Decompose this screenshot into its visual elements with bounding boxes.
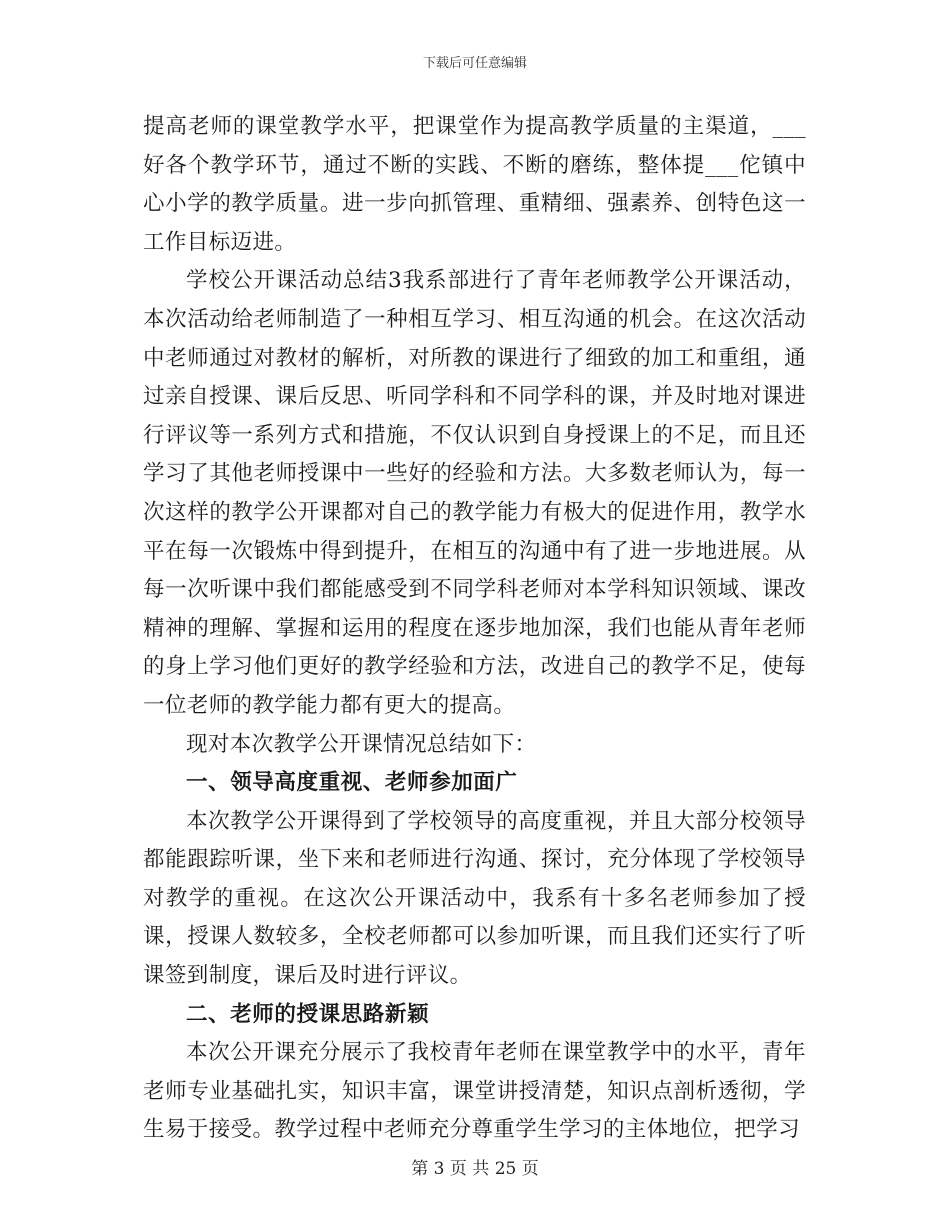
document-body [143, 108, 806, 1150]
paragraph-section-2: 本次公开课充分展示了我校青年老师在课堂教学中的水平，青年老师专业基础扎实，知识丰富，课堂讲授清楚，知识点剖析透彻，学生易于接受。教学过程中老师充分尊重学生学习的主体地位，把学习 [143, 1040, 806, 1143]
paragraph-summary-intro: 学校公开课活动总结3我系部进行了青年老师教学公开课活动，本次活动给老师制造了一种相互学习、相互沟通的机会。在这次活动中老师通过对教材的解析，对所教的课进行了细致的加工和重组，通过亲自授课、课后反思、听同学科和不同学科的课，并及时地对课进行评议等一系列方式和措施，不仅认识到自身授课上的不足，而且还学习了其他老师授课中一些好的经验和方法。大多数老师认为，每一次这样的教学公开课都对自己的教学能力有极大的促进作用，教学水平在每一次锻炼中得到提升，在相互的沟通中有了进一步地进展。从每一次听课中我们都能感受到不同学科老师对本学科知识领域、课改精神的理解、掌握和运用的程度在逐步地加深，我们也能从青年老师的身上学习他们更好的教学经验和方法，改进自己的教学不足，使每一位老师的教学能力都有更大的提高。 [143, 268, 806, 718]
paragraph-continuation: 提高老师的课堂教学水平，把课堂作为提高教学质量的主渠道，___好各个教学环节，通过不断的实践、不断的磨练，整体提___佗镇中心小学的教学质量。进一步向抓管理、重精细、强素养、创特色这一工作目标迈进。 [143, 114, 806, 255]
paragraph-section-1: 本次教学公开课得到了学校领导的高度重视，并且大部分校领导都能跟踪听课，坐下来和老师进行沟通、探讨，充分体现了学校领导对教学的重视。在这次公开课活动中，我系有十多名老师参加了授课，授课人数较多，全校老师都可以参加听课，而且我们还实行了听课签到制度，课后及时进行评议。 [143, 808, 806, 989]
paragraph-summary-lead: 现对本次教学公开课情况总结如下： [186, 731, 537, 757]
page-number: 第 3 页 共 25 页 [411, 1159, 539, 1179]
header-note: 下载后可任意编辑 [422, 56, 527, 71]
section-heading-2: 二、老师的授课思路新颖 [186, 1001, 430, 1027]
section-heading-1: 一、领导高度重视、老师参加面广 [186, 770, 518, 796]
